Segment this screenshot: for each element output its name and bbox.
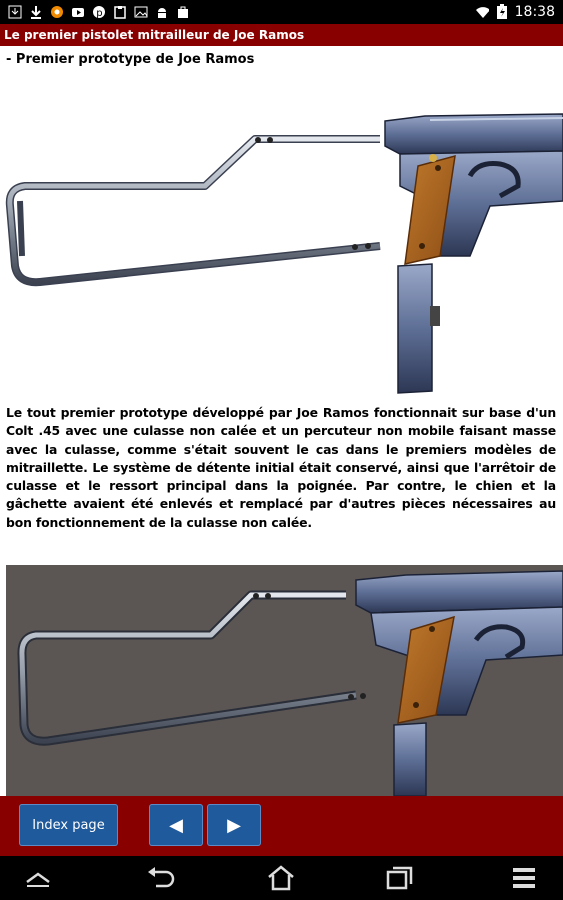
arrow-right-icon: ▶	[227, 814, 241, 836]
arrow-left-icon: ◀	[169, 814, 183, 836]
image-icon	[134, 5, 148, 19]
recent-apps-icon[interactable]	[384, 862, 416, 894]
battery-charging-icon	[495, 5, 509, 19]
status-time: 18:38	[514, 4, 555, 20]
previous-page-button[interactable]	[149, 804, 203, 846]
status-bar	[0, 0, 563, 24]
page-title: Le premier pistolet mitrailleur de Joe Ramos	[0, 24, 563, 46]
content-area[interactable]	[0, 46, 563, 796]
clipboard-icon	[113, 5, 127, 19]
index-page-button[interactable]: Index page	[19, 804, 118, 846]
prototype-illustration	[0, 106, 563, 396]
collapse-icon[interactable]	[22, 862, 54, 894]
prototype-illustration-dark	[6, 565, 563, 796]
wifi-icon	[475, 5, 489, 19]
download-icon	[8, 5, 22, 19]
system-navigation-bar	[0, 856, 563, 900]
android-icon	[155, 5, 169, 19]
notification-icons	[0, 5, 190, 19]
download-icon	[29, 5, 43, 19]
pinterest-icon	[92, 5, 106, 19]
back-icon[interactable]	[145, 862, 177, 894]
next-page-button[interactable]	[207, 804, 261, 846]
section-subtitle: - Premier prototype de Joe Ramos	[6, 52, 255, 67]
menu-icon[interactable]	[508, 862, 540, 894]
app-icon	[50, 5, 64, 19]
nav-panel	[0, 796, 563, 856]
bag-icon	[176, 5, 190, 19]
description-paragraph: Le tout premier prototype développé par Joe Ramos fonctionnait sur base d'un Colt .45 avec une culasse non calée et un percuteur non mobile faisant masse avec la culasse, comme s'était souvent le cas dans le premiers modèles de mitraillette. Le système de détente initial était conservé, ainsi que l'arrêtoir de culasse et le ressort principal dans la poignée. Par contre, le chien et la gâchette avaient été enlevés et remplacé par d'autres pièces nécessaires au bon fonctionnement de la culasse non calée.	[6, 405, 556, 530]
youtube-icon	[71, 5, 85, 19]
home-icon[interactable]	[265, 862, 297, 894]
svg-text:p: p	[96, 8, 103, 19]
